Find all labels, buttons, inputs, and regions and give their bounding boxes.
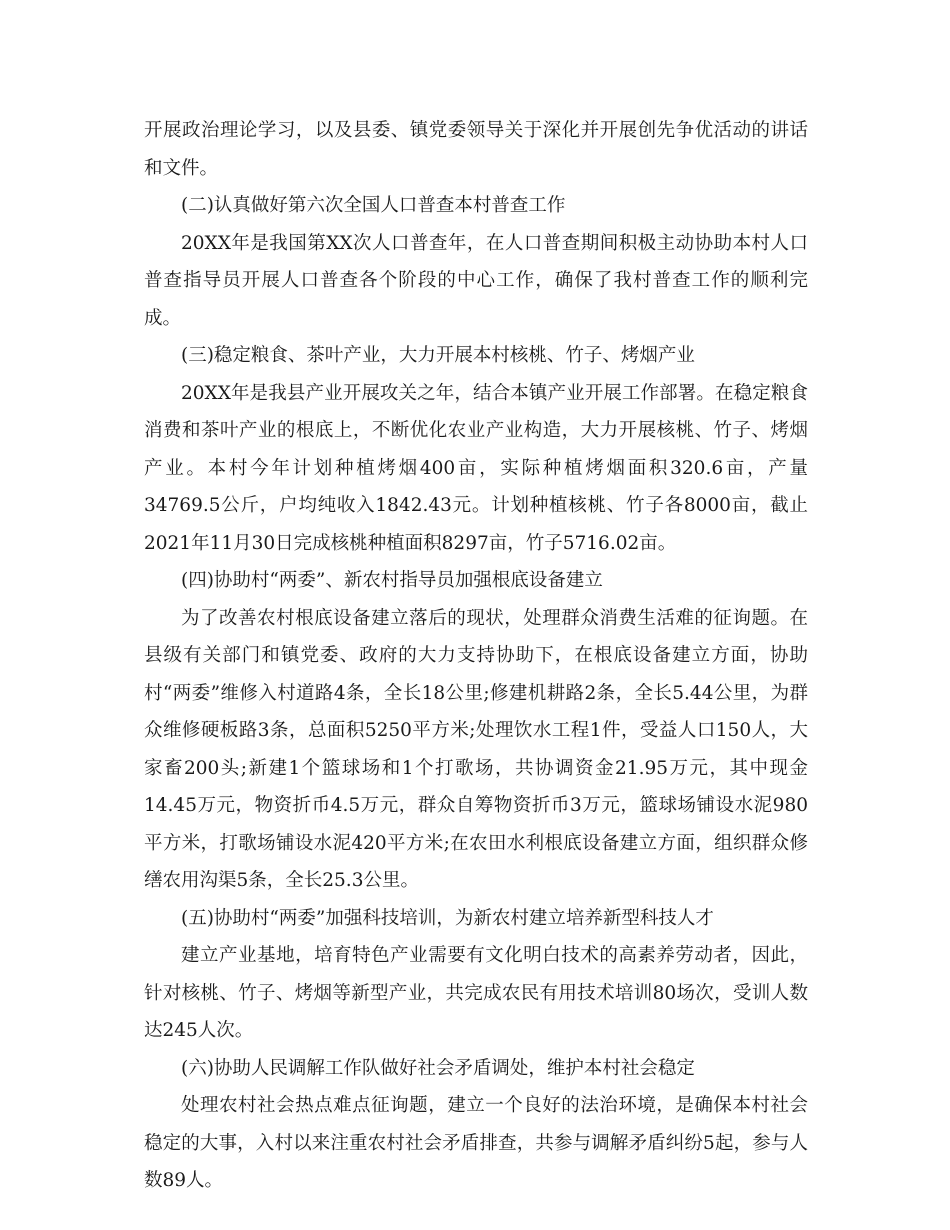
paragraph-industry: 20XX年是我县产业开展攻关之年，结合本镇产业开展工作部署。在稳定粮食消费和茶叶产业的根底上，不断优化农业产业构造，大力开展核桃、竹子、烤烟产业。本村今年计划种植烤烟400亩，实际种植烤烟面积320.6亩，产量34769.5公斤，户均纯收入1842.43元。计划种植核桃、竹子各8000亩，截止2021年11月30日完成核桃种植面积8297亩，竹子5716.02亩。 [144,382,808,554]
section-heading-4: (四)协助村“两委”、新农村指导员加强根底设备建立 [181,570,603,591]
section-heading-6: (六)协助人民调解工作队做好社会矛盾调处，维护本村社会稳定 [181,1057,695,1079]
paragraph-census: 20XX年是我国第XX次人口普查年，在人口普查期间积极主动协助本村人口普查指导员开展人口普查各个阶段的中心工作，确保了我村普查工作的顺利完成。 [144,232,808,329]
section-heading-5: (五)协助村“两委”加强科技培训，为新农村建立培养新型科技人才 [181,907,714,929]
paragraph-mediation: 处理农村社会热点难点征询题，建立一个良好的法治环境，是确保本村社会稳定的大事，入村以来注重农村社会矛盾排查，共参与调解矛盾纠纷5起，参与人数89人。 [144,1095,808,1191]
document-body [144,112,808,1200]
section-heading-2: (二)认真做好第六次全国人口普查本村普查工作 [181,195,566,216]
paragraph-intro-continued: 开展政治理论学习，以及县委、镇党委领导关于深化并开展创先争优活动的讲话和文件。 [144,120,808,179]
paragraph-training: 建立产业基地，培育特色产业需要有文化明白技术的高素养劳动者，因此，针对核桃、竹子、烤烟等新型产业，共完成农民有用技术培训80场次，受训人数达245人次。 [144,945,808,1041]
paragraph-infrastructure: 为了改善农村根底设备建立落后的现状，处理群众消费生活难的征询题。在县级有关部门和镇党委、政府的大力支持协助下，在根底设备建立方面，协助村“两委”维修入村道路4条，全长18公里;修建机耕路2条，全长5.44公里，为群众维修硬板路3条，总面积5250平方米;处理饮水工程1件，受益人口150人，大家畜200头;新建1个篮球场和1个打歌场，共协调资金21.95万元，其中现金14.45万元，物资折币4.5万元，群众自筹物资折币3万元，篮球场铺设水泥980平方米，打歌场铺设水泥420平方米;在农田水利根底设备建立方面，组织群众修缮农用沟渠5条，全长25.3公里。 [144,607,808,891]
section-heading-3: (三)稳定粮食、茶叶产业，大力开展本村核桃、竹子、烤烟产业 [181,345,695,366]
